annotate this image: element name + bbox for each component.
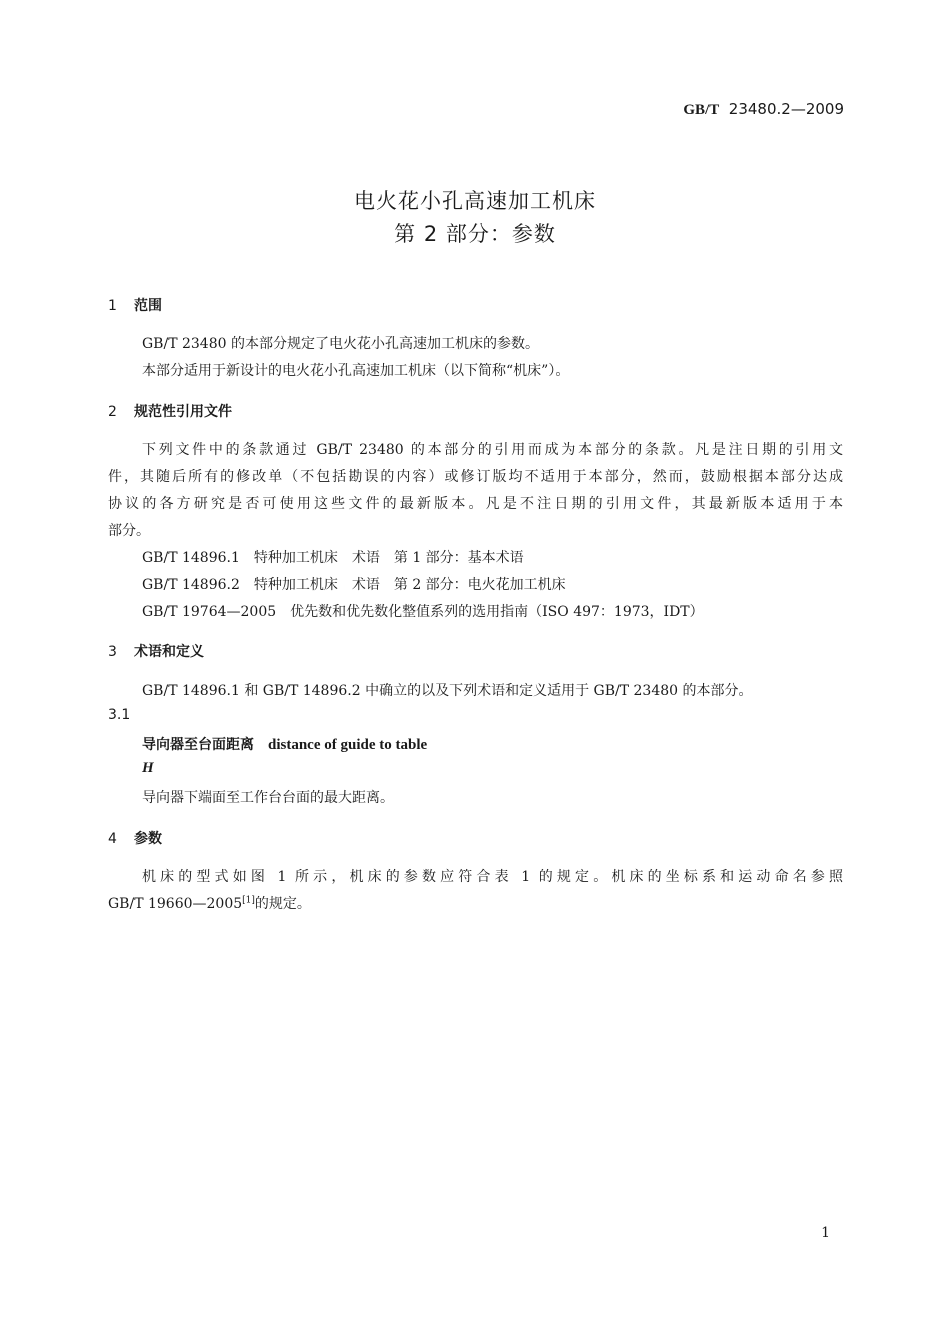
section-title: 范围 (134, 298, 162, 314)
subsection-number: 3.1 (108, 707, 131, 723)
section-3-paragraph: GB/T 14896.1 和 GB/T 14896.2 中确立的以及下列术语和定义适用于 GB/T 23480 的本部分。 (142, 683, 753, 699)
section-title: 规范性引用文件 (134, 404, 232, 420)
standard-code: 23480.2—2009 (728, 100, 844, 118)
section-number: 2 (108, 404, 117, 420)
standard-prefix: GB/T (683, 102, 720, 118)
normative-reference: GB/T 14896.2 特种加工机床 术语 第 2 部分：电火花加工机床 (142, 577, 566, 593)
standard-number (683, 100, 844, 119)
section-2-text-line: 件，其随后所有的修改单（不包括勘误的内容）或修订版均不适用于本部分，然而，鼓励根据本部分达成 (108, 469, 843, 485)
term-definition: 导向器下端面至工作台台面的最大距离。 (142, 790, 394, 806)
section-4-heading (108, 828, 162, 848)
section-3-heading (108, 641, 204, 661)
section-1-paragraph-1: GB/T 23480 的本部分规定了电火花小孔高速加工机床的参数。 (142, 336, 539, 352)
reference-text: 的规定。 (254, 896, 311, 912)
section-1-heading (108, 295, 162, 315)
term-english: distance of guide to table (268, 737, 428, 753)
section-number: 3 (108, 644, 117, 660)
document-title: 电火花小孔高速加工机床 (354, 189, 596, 213)
bibliography-ref: [1] (242, 895, 255, 906)
section-2-text-line: 下列文件中的条款通过 GB/T 23480 的本部分的引用而成为本部分的条款。凡是注日期的引用文 (142, 442, 843, 458)
page-number: 1 (821, 1225, 830, 1241)
section-title: 参数 (134, 831, 162, 847)
section-4-text-line (108, 893, 311, 913)
section-2-text-line: 部分。 (108, 523, 150, 539)
section-number: 1 (108, 298, 117, 314)
document-subtitle: 第 2 部分：参数 (394, 222, 556, 246)
section-number: 4 (108, 831, 117, 847)
section-1-paragraph-2: 本部分适用于新设计的电火花小孔高速加工机床（以下简称“机床”）。 (142, 363, 570, 379)
term-chinese: 导向器至台面距离 (142, 737, 254, 753)
reference-text: GB/T 19660—2005 (108, 896, 243, 912)
section-title: 术语和定义 (134, 644, 204, 660)
section-2-heading (108, 401, 232, 421)
term-entry (142, 734, 427, 754)
normative-reference: GB/T 14896.1 特种加工机床 术语 第 1 部分：基本术语 (142, 550, 524, 566)
term-symbol: H (142, 760, 154, 776)
section-4-text-line: 机床的型式如图 1 所示，机床的参数应符合表 1 的规定。机床的坐标系和运动命名参照 (142, 869, 843, 885)
section-2-text-line: 协议的各方研究是否可使用这些文件的最新版本。凡是不注日期的引用文件，其最新版本适用于本 (108, 496, 843, 512)
normative-reference: GB/T 19764—2005 优先数和优先数化整值系列的选用指南（ISO 497：1973，IDT） (142, 604, 704, 620)
